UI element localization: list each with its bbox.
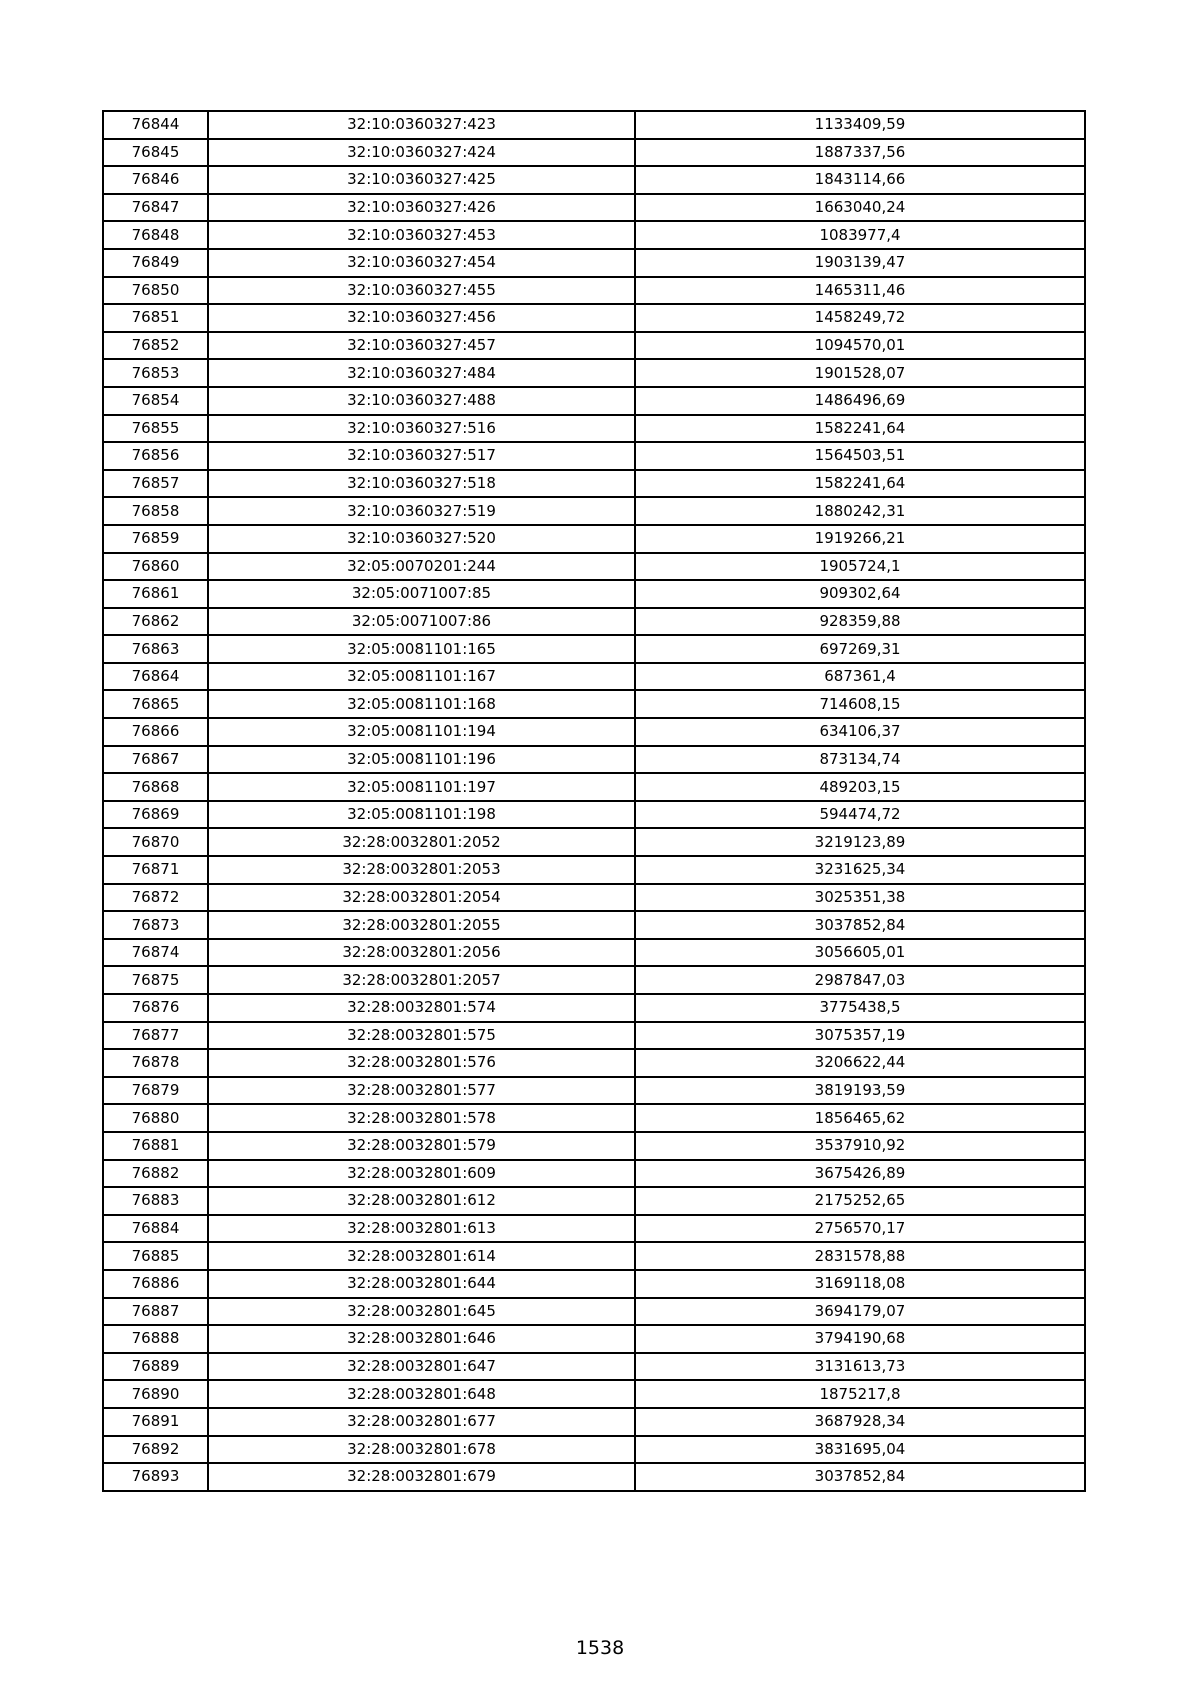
row-number-cell: 76888 (103, 1325, 208, 1353)
cadastral-number-cell: 32:28:0032801:677 (208, 1408, 635, 1436)
table-row (103, 221, 1085, 249)
value-cell: 3219123,89 (635, 828, 1085, 856)
table-row (103, 553, 1085, 581)
row-number-cell: 76850 (103, 277, 208, 305)
table-row (103, 580, 1085, 608)
row-number-cell: 76852 (103, 332, 208, 360)
table-row (103, 635, 1085, 663)
value-cell: 3056605,01 (635, 939, 1085, 967)
value-cell: 3794190,68 (635, 1325, 1085, 1353)
cadastral-number-cell: 32:05:0071007:85 (208, 580, 635, 608)
cadastral-number-cell: 32:28:0032801:2056 (208, 939, 635, 967)
table-row (103, 801, 1085, 829)
table-row (103, 828, 1085, 856)
cadastral-number-cell: 32:28:0032801:2052 (208, 828, 635, 856)
cadastral-number-cell: 32:28:0032801:2057 (208, 966, 635, 994)
cadastral-number-cell: 32:10:0360327:457 (208, 332, 635, 360)
row-number-cell: 76882 (103, 1160, 208, 1188)
table-row (103, 856, 1085, 884)
row-number-cell: 76853 (103, 359, 208, 387)
table-row (103, 1215, 1085, 1243)
value-cell: 1465311,46 (635, 277, 1085, 305)
row-number-cell: 76861 (103, 580, 208, 608)
value-cell: 1901528,07 (635, 359, 1085, 387)
cadastral-number-cell: 32:28:0032801:576 (208, 1049, 635, 1077)
value-cell: 3687928,34 (635, 1408, 1085, 1436)
cadastral-number-cell: 32:28:0032801:579 (208, 1132, 635, 1160)
cadastral-number-cell: 32:28:0032801:612 (208, 1187, 635, 1215)
value-cell: 1094570,01 (635, 332, 1085, 360)
row-number-cell: 76860 (103, 553, 208, 581)
row-number-cell: 76869 (103, 801, 208, 829)
row-number-cell: 76864 (103, 663, 208, 691)
cadastral-number-cell: 32:10:0360327:423 (208, 111, 635, 139)
value-cell: 1582241,64 (635, 415, 1085, 443)
cadastral-number-cell: 32:10:0360327:453 (208, 221, 635, 249)
row-number-cell: 76879 (103, 1077, 208, 1105)
value-cell: 1486496,69 (635, 387, 1085, 415)
value-cell: 1458249,72 (635, 304, 1085, 332)
cadastral-number-cell: 32:10:0360327:520 (208, 525, 635, 553)
cadastral-number-cell: 32:28:0032801:613 (208, 1215, 635, 1243)
value-cell: 3231625,34 (635, 856, 1085, 884)
table-row (103, 111, 1085, 139)
table-row (103, 1298, 1085, 1326)
cadastral-number-cell: 32:28:0032801:575 (208, 1022, 635, 1050)
value-cell: 1856465,62 (635, 1104, 1085, 1132)
value-cell: 687361,4 (635, 663, 1085, 691)
cadastral-number-cell: 32:05:0081101:165 (208, 635, 635, 663)
value-cell: 697269,31 (635, 635, 1085, 663)
table-row (103, 1242, 1085, 1270)
cadastral-number-cell: 32:28:0032801:646 (208, 1325, 635, 1353)
table-row (103, 470, 1085, 498)
value-cell: 3037852,84 (635, 1463, 1085, 1491)
row-number-cell: 76880 (103, 1104, 208, 1132)
row-number-cell: 76893 (103, 1463, 208, 1491)
row-number-cell: 76845 (103, 139, 208, 167)
value-cell: 3694179,07 (635, 1298, 1085, 1326)
row-number-cell: 76892 (103, 1436, 208, 1464)
table-row (103, 1022, 1085, 1050)
cadastral-number-cell: 32:28:0032801:644 (208, 1270, 635, 1298)
row-number-cell: 76875 (103, 966, 208, 994)
cadastral-number-cell: 32:28:0032801:614 (208, 1242, 635, 1270)
row-number-cell: 76865 (103, 690, 208, 718)
table-row (103, 663, 1085, 691)
value-cell: 3819193,59 (635, 1077, 1085, 1105)
cadastral-number-cell: 32:05:0081101:167 (208, 663, 635, 691)
row-number-cell: 76876 (103, 994, 208, 1022)
table-row (103, 1463, 1085, 1491)
row-number-cell: 76858 (103, 497, 208, 525)
row-number-cell: 76862 (103, 608, 208, 636)
table-row (103, 525, 1085, 553)
row-number-cell: 76846 (103, 166, 208, 194)
table-row (103, 939, 1085, 967)
value-cell: 1564503,51 (635, 442, 1085, 470)
table-row (103, 415, 1085, 443)
row-number-cell: 76885 (103, 1242, 208, 1270)
row-number-cell: 76889 (103, 1353, 208, 1381)
value-cell: 714608,15 (635, 690, 1085, 718)
cadastral-number-cell: 32:10:0360327:424 (208, 139, 635, 167)
cadastral-number-cell: 32:28:0032801:2053 (208, 856, 635, 884)
table-row (103, 194, 1085, 222)
table-row (103, 966, 1085, 994)
table-row (103, 884, 1085, 912)
cadastral-number-cell: 32:28:0032801:647 (208, 1353, 635, 1381)
table-row (103, 1187, 1085, 1215)
cadastral-number-cell: 32:05:0071007:86 (208, 608, 635, 636)
value-cell: 3075357,19 (635, 1022, 1085, 1050)
value-cell: 928359,88 (635, 608, 1085, 636)
table-row (103, 304, 1085, 332)
value-cell: 1887337,56 (635, 139, 1085, 167)
row-number-cell: 76871 (103, 856, 208, 884)
row-number-cell: 76849 (103, 249, 208, 277)
cadastral-number-cell: 32:28:0032801:574 (208, 994, 635, 1022)
cadastral-number-cell: 32:10:0360327:426 (208, 194, 635, 222)
table-row (103, 1270, 1085, 1298)
value-cell: 3206622,44 (635, 1049, 1085, 1077)
cadastral-number-cell: 32:28:0032801:609 (208, 1160, 635, 1188)
row-number-cell: 76890 (103, 1380, 208, 1408)
row-number-cell: 76848 (103, 221, 208, 249)
row-number-cell: 76877 (103, 1022, 208, 1050)
cadastral-number-cell: 32:28:0032801:2054 (208, 884, 635, 912)
value-cell: 1903139,47 (635, 249, 1085, 277)
value-cell: 1582241,64 (635, 470, 1085, 498)
row-number-cell: 76870 (103, 828, 208, 856)
row-number-cell: 76887 (103, 1298, 208, 1326)
table-row (103, 1408, 1085, 1436)
row-number-cell: 76868 (103, 773, 208, 801)
row-number-cell: 76891 (103, 1408, 208, 1436)
value-cell: 1083977,4 (635, 221, 1085, 249)
table-row (103, 1049, 1085, 1077)
cadastral-number-cell: 32:05:0081101:168 (208, 690, 635, 718)
table-row (103, 332, 1085, 360)
row-number-cell: 76886 (103, 1270, 208, 1298)
page-number: 1538 (575, 1637, 625, 1659)
cadastral-number-cell: 32:28:0032801:679 (208, 1463, 635, 1491)
row-number-cell: 76867 (103, 746, 208, 774)
cadastral-number-cell: 32:28:0032801:648 (208, 1380, 635, 1408)
cadastral-number-cell: 32:28:0032801:645 (208, 1298, 635, 1326)
cadastral-number-cell: 32:10:0360327:454 (208, 249, 635, 277)
table-row (103, 277, 1085, 305)
value-cell: 3537910,92 (635, 1132, 1085, 1160)
row-number-cell: 76884 (103, 1215, 208, 1243)
table-row (103, 1353, 1085, 1381)
table-row (103, 994, 1085, 1022)
table-row (103, 387, 1085, 415)
row-number-cell: 76854 (103, 387, 208, 415)
row-number-cell: 76859 (103, 525, 208, 553)
value-cell: 634106,37 (635, 718, 1085, 746)
cadastral-number-cell: 32:28:0032801:577 (208, 1077, 635, 1105)
row-number-cell: 76855 (103, 415, 208, 443)
row-number-cell: 76856 (103, 442, 208, 470)
cadastral-number-cell: 32:28:0032801:678 (208, 1436, 635, 1464)
cadastral-number-cell: 32:10:0360327:488 (208, 387, 635, 415)
table-row (103, 1380, 1085, 1408)
table-row (103, 1077, 1085, 1105)
table-row (103, 608, 1085, 636)
row-number-cell: 76872 (103, 884, 208, 912)
cadastral-number-cell: 32:10:0360327:455 (208, 277, 635, 305)
cadastral-number-cell: 32:10:0360327:516 (208, 415, 635, 443)
value-cell: 873134,74 (635, 746, 1085, 774)
row-number-cell: 76881 (103, 1132, 208, 1160)
value-cell: 1663040,24 (635, 194, 1085, 222)
value-cell: 1843114,66 (635, 166, 1085, 194)
cadastral-number-cell: 32:05:0081101:196 (208, 746, 635, 774)
table-row (103, 1325, 1085, 1353)
table-row (103, 1160, 1085, 1188)
value-cell: 2831578,88 (635, 1242, 1085, 1270)
table-row (103, 359, 1085, 387)
data-table (102, 110, 1086, 1492)
value-cell: 594474,72 (635, 801, 1085, 829)
cadastral-number-cell: 32:10:0360327:517 (208, 442, 635, 470)
value-cell: 1875217,8 (635, 1380, 1085, 1408)
table-body (103, 111, 1085, 1491)
value-cell: 909302,64 (635, 580, 1085, 608)
cadastral-number-cell: 32:05:0070201:244 (208, 553, 635, 581)
table-row (103, 911, 1085, 939)
row-number-cell: 76844 (103, 111, 208, 139)
table-row (103, 718, 1085, 746)
table-row (103, 497, 1085, 525)
table-row (103, 166, 1085, 194)
row-number-cell: 76866 (103, 718, 208, 746)
cadastral-number-cell: 32:10:0360327:484 (208, 359, 635, 387)
row-number-cell: 76883 (103, 1187, 208, 1215)
value-cell: 2987847,03 (635, 966, 1085, 994)
row-number-cell: 76873 (103, 911, 208, 939)
table-row (103, 690, 1085, 718)
value-cell: 1905724,1 (635, 553, 1085, 581)
row-number-cell: 76847 (103, 194, 208, 222)
value-cell: 2756570,17 (635, 1215, 1085, 1243)
table-row (103, 746, 1085, 774)
row-number-cell: 76851 (103, 304, 208, 332)
row-number-cell: 76874 (103, 939, 208, 967)
cadastral-number-cell: 32:10:0360327:519 (208, 497, 635, 525)
cadastral-number-cell: 32:10:0360327:425 (208, 166, 635, 194)
cadastral-number-cell: 32:28:0032801:578 (208, 1104, 635, 1132)
value-cell: 3025351,38 (635, 884, 1085, 912)
table-row (103, 773, 1085, 801)
cadastral-number-cell: 32:05:0081101:198 (208, 801, 635, 829)
cadastral-number-cell: 32:10:0360327:518 (208, 470, 635, 498)
value-cell: 1880242,31 (635, 497, 1085, 525)
value-cell: 489203,15 (635, 773, 1085, 801)
cadastral-number-cell: 32:10:0360327:456 (208, 304, 635, 332)
cadastral-number-cell: 32:05:0081101:194 (208, 718, 635, 746)
value-cell: 3169118,08 (635, 1270, 1085, 1298)
value-cell: 3831695,04 (635, 1436, 1085, 1464)
table-row (103, 1436, 1085, 1464)
value-cell: 3131613,73 (635, 1353, 1085, 1381)
cadastral-number-cell: 32:28:0032801:2055 (208, 911, 635, 939)
table-row (103, 1132, 1085, 1160)
value-cell: 2175252,65 (635, 1187, 1085, 1215)
row-number-cell: 76857 (103, 470, 208, 498)
value-cell: 1919266,21 (635, 525, 1085, 553)
value-cell: 1133409,59 (635, 111, 1085, 139)
value-cell: 3675426,89 (635, 1160, 1085, 1188)
table-row (103, 442, 1085, 470)
table-row (103, 249, 1085, 277)
value-cell: 3037852,84 (635, 911, 1085, 939)
row-number-cell: 76863 (103, 635, 208, 663)
value-cell: 3775438,5 (635, 994, 1085, 1022)
table-row (103, 139, 1085, 167)
row-number-cell: 76878 (103, 1049, 208, 1077)
table-row (103, 1104, 1085, 1132)
cadastral-number-cell: 32:05:0081101:197 (208, 773, 635, 801)
